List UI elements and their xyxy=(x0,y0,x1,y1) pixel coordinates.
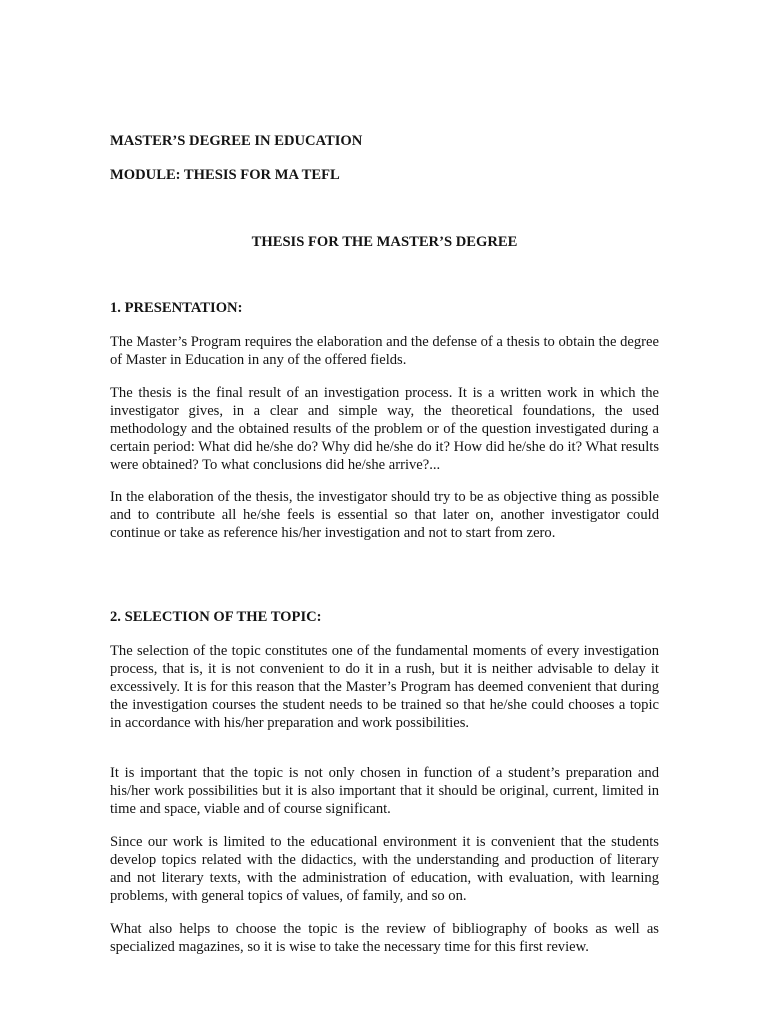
paragraph: Since our work is limited to the educational environment it is convenient that the students develop topics related with the didactics, with the understanding and production of literary and not literary texts, with the administration of education, with evaluation, with learning problems, with general topics of values, of family, and so on. xyxy=(110,834,659,904)
section-heading-topic: 2. SELECTION OF THE TOPIC: xyxy=(110,609,322,625)
paragraph: It is important that the topic is not only chosen in function of a student’s preparation and his/her work possibilities but it is also important that it should be original, current, limited in time and space, viable and of course significant. xyxy=(110,765,659,817)
section-heading-presentation: 1. PRESENTATION: xyxy=(110,300,243,316)
paragraph: The selection of the topic constitutes one of the fundamental moments of every investigation process, that is, it is not convenient to do it in a rush, but it is neither advisable to delay it excessively. It is for this reason that the Master’s Program has deemed convenient that during the investigation courses the student needs to be trained so that he/she could chooses a topic in accordance with his/her preparation and work possibilities. xyxy=(110,643,659,731)
paragraph: What also helps to choose the topic is the review of bibliography of books as well as specialized magazines, so it is wise to take the necessary time for this first review. xyxy=(110,921,659,955)
degree-heading: MASTER’S DEGREE IN EDUCATION xyxy=(110,133,363,149)
module-heading: MODULE: THESIS FOR MA TEFL xyxy=(110,167,340,183)
document-title: THESIS FOR THE MASTER’S DEGREE xyxy=(251,234,518,250)
paragraph: The thesis is the final result of an investigation process. It is a written work in which the investigator gives, in a clear and simple way, the theoretical foundations, the used methodology and the obtained results of the problem or of the question investigated during a certain period: What did he/she do? Why did he/she do it? How did he/she do it? What results were obtained? To what conclusions did he/she arrive?... xyxy=(110,385,659,473)
paragraph: In the elaboration of the thesis, the investigator should try to be as objective thing as possible and to contribute all he/she feels is essential so that later on, another investigator could continue or take as reference his/her investigation and not to start from zero. xyxy=(110,489,659,541)
paragraph: The Master’s Program requires the elaboration and the defense of a thesis to obtain the degree of Master in Education in any of the offered fields. xyxy=(110,334,659,368)
